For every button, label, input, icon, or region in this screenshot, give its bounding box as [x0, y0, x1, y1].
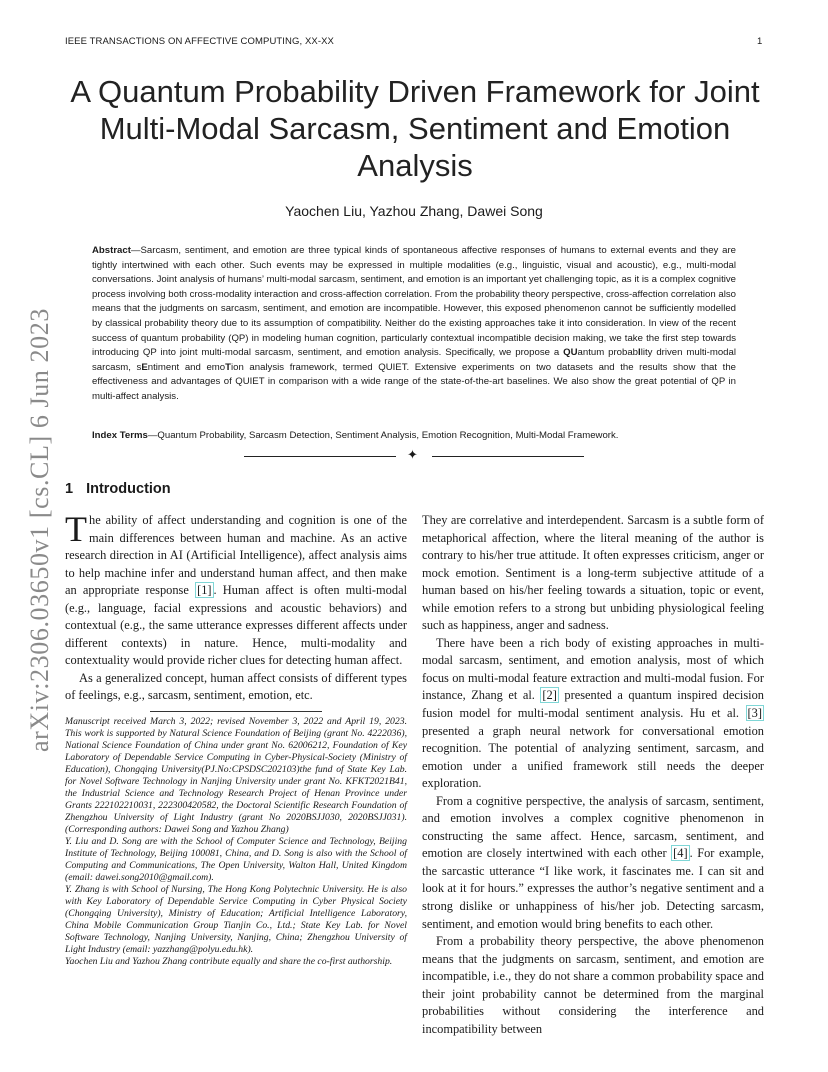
paragraph-text: presented a graph neural network for conversational emotion recognition. The potential of analyzing sentiment, sarcasm, and emotion under a unified framework still needs the deeper exploration.: [422, 723, 764, 791]
divider-line-left: [244, 456, 396, 457]
paragraph: [422, 635, 764, 793]
index-terms-text: —Quantum Probability, Sarcasm Detection, Sentiment Analysis, Emotion Recognition, Multi-Modal Framework.: [147, 430, 619, 441]
footnote-equal-contribution: Yaochen Liu and Yazhou Zhang contribute equally and share the co-first authorship.: [65, 956, 393, 967]
paragraph-text: There have been a rich body of existing approaches in multi-modal sarcasm, sentiment, and emotion analysis, most of which focus on multi-modal feature extraction and multi-modal fusion. For instance, Zhang et al.: [422, 635, 764, 703]
paragraph-text: From a cognitive perspective, the analysis of sarcasm, sentiment, and emotion involves a complex cognitive phenomenon in constructing the same affect. Hence, sarcasm, sentiment, and emotion are closely intertwined with each other: [422, 793, 764, 861]
acronym-letter: QU: [563, 347, 578, 359]
paragraph: [422, 793, 764, 933]
citation-link[interactable]: [2]: [542, 688, 557, 703]
section-heading: [65, 481, 171, 497]
abstract-text-1: —Sarcasm, sentiment, and emotion are three typical kinds of spontaneous affective responses of humans to external events and they are tightly intertwined with each other. Such events may be expressed in multiple modalities (e.g., linguistic, visual and acoustic), e.g., multi-modal conversations. Joint analysis of humans’ multi-modal sarcasm, sentiment, and emotion is an important yet challenging topic, as it is a complex cognitive process involving both cross-modality interaction and cross-affection correlation. From the probability theory perspective, cross-affection correlation also means that the judgments on sarcasm, sentiment, and emotion are incompatible. However, this exposed phenomenon cannot be sufficiently modelled by classical probability theory due to its assumption of compatibility. Neither do the existing approaches take it into consideration. In view of the recent success of quantum probability (QP) in modeling human cognition, particularly contextual incompatible decision making, we take the first step towards introducing QP into joint multi-modal sarcasm, sentiment, and emotion analysis. Specifically, we propose a: [92, 245, 736, 359]
divider-line-right: [432, 456, 584, 457]
author-list: Yaochen Liu, Yazhou Zhang, Dawei Song: [285, 203, 543, 219]
footnote-rule: [150, 711, 322, 712]
footnotes: [65, 716, 407, 968]
index-terms: [92, 429, 736, 443]
acronym-letter: I: [638, 347, 641, 359]
abstract-fragment: antum probab: [577, 347, 639, 359]
running-head: IEEE TRANSACTIONS ON AFFECTIVE COMPUTING, XX-XX: [65, 36, 334, 47]
paragraph: From a probability theory perspective, the above phenomenon means that the judgments on sarcasm, sentiment, and emotion are incompatible, i.e., they do not share a common probability space and their joint probability cannot be determined from the marginal probabilities without considering the interference and incompatibility between: [422, 934, 764, 1036]
acronym-letter: E: [141, 361, 148, 373]
footnote-affiliation-zhang: Y. Zhang is with School of Nursing, The Hong Kong Polytechnic University. He is also with Key Laboratory of Dependable Service Computing in Cyber Physical Society (Chongqing University), Ministry of Education; Artificial Intelligence Laboratory, China Mobile Communication Group Tianjin Co., Ltd.; State Key Lab. for Novel Software Technology, Nanjing University, Nanjing, China; Zhengzhou University of Light Industry (email: yazzhang@polyu.edu.hk).: [65, 884, 407, 955]
paper-title: A Quantum Probability Driven Framework for Joint Multi-Modal Sarcasm, Sentiment and Emotion Analysis: [70, 74, 760, 183]
paragraph-text: . For example, the sarcastic utterance “I like work, it fascinates me. I can sit and look at it for hours.” expresses the author’s negative sentiment and a strong dislike or unhappiness of his/her job. Detecting sarcasm, sentiment, and emotion would bring benefits to each other.: [422, 846, 765, 931]
citation-link[interactable]: [4]: [673, 846, 688, 861]
paragraph-text: presented a quantum inspired decision fusion model for multi-modal sentiment analysis. Hu et al.: [422, 688, 764, 721]
index-terms-label: Index Terms: [92, 430, 148, 441]
drop-cap: T: [65, 509, 87, 549]
paragraph-text: . Human affect is often multi-modal (e.g., language, facial expressions and acoustic behaviors) and contextual (e.g., the same utterance expresses different affects under different contexts) in nature. Hence, multi-modality and contextuality would provide richer clues for detecting human affect.: [65, 583, 408, 668]
page-number: 1: [757, 36, 763, 47]
footnote-affiliation-liu-song: Y. Liu and D. Song are with the School of Computer Science and Technology, Beijing Institute of Technology, Beijing 100081, China, and D. Song is also with the School of Computing and Communications, The Open University, Walton Hall, United Kingdom (email: dawei.song2010@gmail.com).: [65, 836, 407, 883]
section-divider: [244, 448, 584, 464]
acronym-letter: T: [225, 361, 231, 373]
paragraph: As a generalized concept, human affect consists of different types of feelings, e.g., sarcasm, sentiment, emotion, etc.: [65, 670, 407, 703]
paragraph: They are correlative and interdependent. Sarcasm is a subtle form of metaphorical affection, where the literal meaning of the author is contrary to his/her true attitude. It often expresses criticism, anger or mock emotion. Sentiment is a long-term subjective attitude of a human based on his/her feeling towards a situation, topic or event, while emotion refers to a strong but unbiding physiological feeling such as happiness, anger and sadness.: [422, 513, 764, 633]
abstract: [92, 244, 736, 405]
abstract-label: Abstract: [92, 245, 131, 256]
paragraph: [65, 509, 408, 670]
citation-link[interactable]: [1]: [197, 583, 212, 598]
abstract-fragment: ntiment and emo: [147, 361, 226, 373]
citation-link[interactable]: [3]: [747, 706, 762, 721]
right-column: [422, 512, 764, 1038]
paragraph-text: he ability of affect understanding and cognition is one of the main differences between human and machine. As an active research direction in AI (Artificial Intelligence), affect analysis aims to help machine infer and understand human affect, and then make an appropriate response: [65, 513, 407, 598]
diamond-star-icon: ✦: [407, 448, 418, 463]
section-title: Introduction: [86, 481, 171, 497]
footnote-manuscript: Manuscript received March 3, 2022; revised November 3, 2022 and April 19, 2023. This work is supported by Natural Science Foundation of Beijing (grant No. 4222036), National Science Foundation of China under grant No. 62006212, Foundation of Key Laboratory of Dependable Service Computing in Cyber-Physical-Society (Ministry of Education), Chongqing University(PJ.No:CPSDSC202103)the fund of State Key Lab. for Novel Software Technology in Nanjing University under grant No. KFKT2021B41, the Industrial Science and Technology Research Project of Henan Province under Grants 222102210031, 222300420582, the Doctoral Scientific Research Foundation of Zhengzhou University of Light Industry (grant No 2020BSJJ030, 2020BSJJ031).(Corresponding authors: Dawei Song and Yazhou Zhang): [65, 716, 407, 835]
abstract-fragment: lity driven multi-modal sarcasm, s: [92, 347, 736, 373]
section-number: 1: [65, 481, 74, 497]
arxiv-identifier-text: arXiv:2306.03650v1 [cs.CL] 6 Jun 2023: [25, 308, 54, 752]
left-column: [65, 509, 408, 705]
abstract-text-2: ion analysis framework, termed QUIET. Extensive experiments on two datasets and the results show that the effectiveness and advantages of QUIET in comparison with a wide range of the state-of-the-art baselines. We also show the great potential of QP in multi-affect analysis.: [92, 361, 736, 402]
